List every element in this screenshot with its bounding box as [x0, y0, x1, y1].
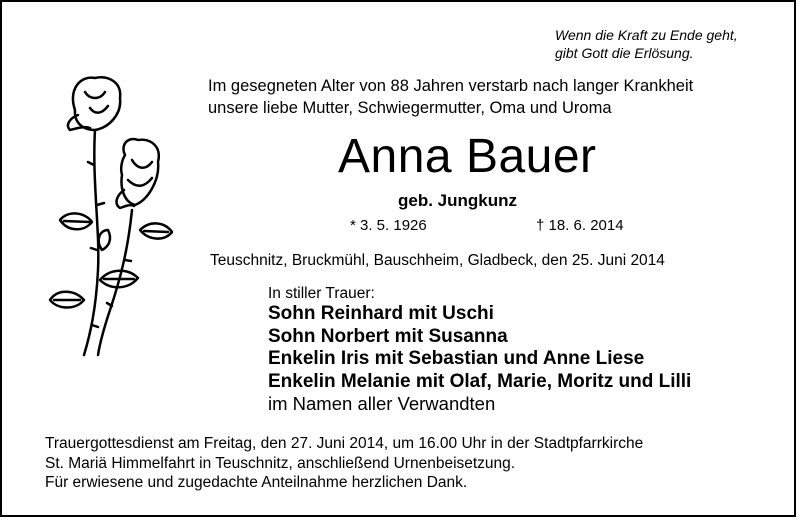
mourner-item: Enkelin Melanie mit Olaf, Marie, Moritz und Lilli: [268, 370, 692, 392]
thanks-line: Für erwiesene und zugedachte Anteilnahme herzlichen Dank.: [45, 474, 468, 491]
roses-illustration-icon: [40, 70, 200, 360]
mourner-item: Enkelin Iris mit Sebastian und Anne Liese: [268, 348, 645, 369]
mourners-list: [268, 303, 691, 393]
mourning-intro: In stiller Trauer:: [268, 285, 375, 302]
place-date-line: Teuschnitz, Bruckmühl, Bauschheim, Gladbeck, den 25. Juni 2014: [210, 252, 665, 269]
funeral-service-info: [45, 434, 643, 474]
relatives-line: im Namen aller Verwandten: [268, 393, 496, 414]
mourner-item: Sohn Norbert mit Susanna: [268, 325, 508, 347]
service-line-1: Trauergottesdienst am Freitag, den 27. Juni 2014, um 16.00 Uhr in der Stadtpfarrkirche: [45, 435, 644, 452]
maiden-name: geb. Jungkunz: [398, 191, 517, 210]
intro-line-2: unsere liebe Mutter, Schwiegermutter, Oma und Uroma: [208, 99, 612, 117]
birth-date: * 3. 5. 1926: [350, 217, 427, 234]
motto-line-2: gibt Gott die Erlösung.: [555, 45, 694, 61]
motto-line-1: Wenn die Kraft zu Ende geht,: [555, 27, 738, 43]
deceased-name: Anna Bauer: [338, 130, 597, 183]
mourner-item: Sohn Reinhard mit Uschi: [268, 303, 494, 324]
intro-line-1: Im gesegneten Alter von 88 Jahren verstarb nach langer Krankheit: [208, 77, 694, 95]
motto: [555, 26, 780, 62]
death-date: † 18. 6. 2014: [536, 217, 624, 234]
intro-text: [208, 75, 693, 119]
service-line-2: St. Mariä Himmelfahrt in Teuschnitz, anschließend Urnenbeisetzung.: [45, 455, 516, 472]
